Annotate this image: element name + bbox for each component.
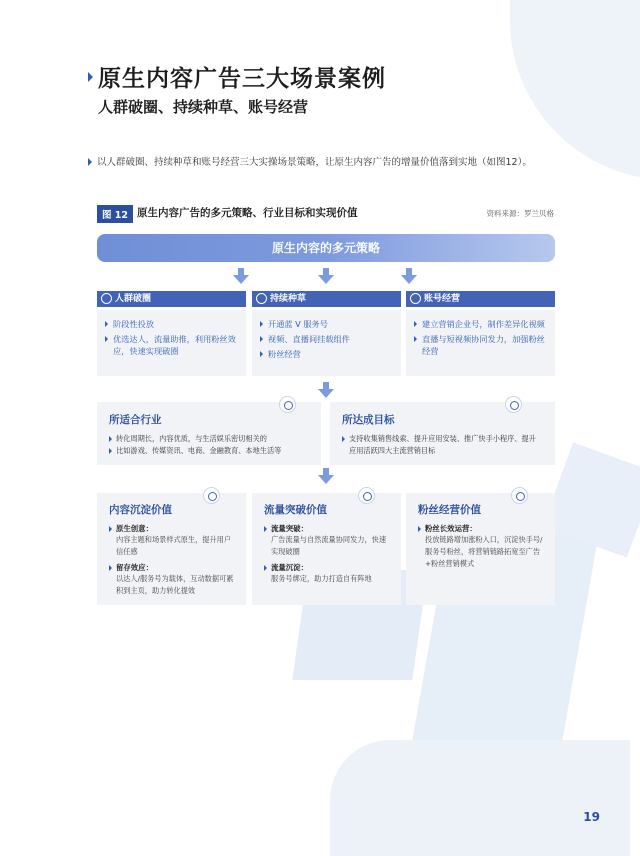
value-text: 广告流量与自然流量协同发力，快速实现破圈: [271, 535, 387, 556]
strategy-header-3: [406, 291, 555, 307]
strategy-item: 建立营销企业号，制作差异化视频: [414, 318, 547, 330]
strategy-item: 直播与短视频协同发力，加强粉丝经营: [414, 333, 547, 357]
traffic-value-box: [252, 493, 401, 605]
value-text: 服务号绑定，助力打造自有阵地: [271, 574, 372, 583]
strategy-item: 视频、直播间挂载组件: [260, 333, 393, 345]
value-label: 流量沉淀：: [264, 562, 389, 573]
content-icon: [203, 487, 220, 504]
bullet-arrow-icon: [88, 158, 92, 166]
value-label: 原生创意：: [109, 523, 234, 534]
strategy-item: 开通蓝 V 服务号: [260, 318, 393, 330]
strategy-title: 人群破圈: [115, 294, 152, 304]
strategy-item: 优选达人，流量助推，利用粉丝效应，快速实现破圈: [105, 333, 238, 357]
figure-tag: 图 12: [97, 205, 133, 223]
strategy-body-3: [406, 310, 555, 376]
strategy-title: 账号经营: [424, 294, 461, 304]
intro-text: 以人群破圈、持续种草和账号经营三大实操场景策略，让原生内容广告的增量价值落到实地（如图12）。: [97, 157, 532, 168]
fans-value-box: [406, 493, 555, 605]
value-title: 粉丝经营价值: [418, 504, 481, 516]
value-label: 流量突破：: [264, 523, 389, 534]
value-title: 内容沉淀价值: [109, 504, 172, 516]
bg-decoration: [330, 740, 630, 856]
target-item: 支持收集销售线索、提升应用安装、推广快手小程序、提升应用活跃四大主流营销目标: [342, 433, 543, 457]
industry-item: 转化周期长，内容优质，与生活娱乐密切相关的: [109, 433, 309, 445]
fans-icon: [511, 487, 528, 504]
target-icon: [505, 396, 522, 413]
strategy-item: 阶段性投放: [105, 318, 238, 330]
traffic-icon: [358, 487, 375, 504]
value-text: 投放链路增加涨粉入口，沉淀快手号/服务号粉丝，将营销链路拓宽至广告+粉丝营销模式: [425, 535, 543, 568]
strategy-body-1: [97, 310, 246, 376]
figure-title: 原生内容广告的多元策略、行业目标和实现价值: [137, 207, 358, 219]
page-title: 原生内容广告三大场景案例: [98, 66, 386, 92]
value-label: 粉丝长效运营：: [418, 523, 543, 534]
industry-title: 所适合行业: [109, 414, 162, 426]
value-title: 流量突破价值: [264, 504, 327, 516]
people-icon: [101, 293, 112, 304]
industry-icon: [279, 396, 296, 413]
strategy-header-2: [252, 291, 401, 307]
value-text: 内容主题和场景样式原生，提升用户信任感: [116, 535, 232, 556]
strategy-title: 持续种草: [270, 294, 307, 304]
title-marker-icon: [88, 72, 93, 82]
value-text: 以达人/服务号为载体，互动数据可累积到主页，助力转化提效: [116, 574, 234, 595]
strategy-header-1: [97, 291, 246, 307]
content-value-box: [97, 493, 246, 605]
strategy-body-2: [252, 310, 401, 376]
industry-item: 比如游戏、传媒资讯、电商、金融教育、本地生活等: [109, 445, 309, 457]
strategy-item: 粉丝经营: [260, 348, 393, 360]
page-number: 19: [583, 810, 600, 824]
target-title: 所达成目标: [342, 414, 395, 426]
bg-decoration: [510, 0, 640, 180]
figure-source: 资料来源：罗兰贝格: [486, 209, 554, 218]
account-icon: [410, 293, 421, 304]
sprout-icon: [256, 293, 267, 304]
page-subtitle: 人群破圈、持续种草、账号经营: [98, 98, 309, 116]
value-label: 留存效应：: [109, 562, 234, 573]
strategy-banner: 原生内容的多元策略: [97, 234, 555, 262]
target-box: [330, 402, 555, 465]
